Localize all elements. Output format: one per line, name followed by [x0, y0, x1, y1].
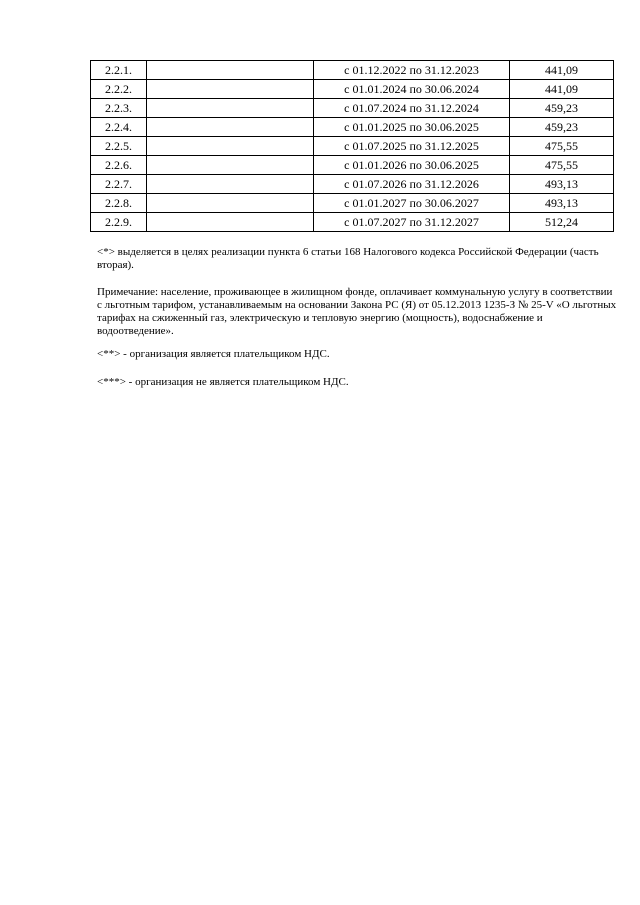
empty-cell — [147, 194, 314, 213]
remark-paragraph: Примечание: население, проживающее в жилищном фонде, оплачивает коммунальную услугу в соответствии с льготным тарифом, устанавливаемым на основании Закона РС (Я) от 05.12.2013 1235-З № 25-V «О льготных тарифах на сжиженный газ, электрическую и тепловую энергию (мощность), водоснабжение и водоотведение». — [97, 286, 617, 337]
period-cell: с 01.01.2025 по 30.06.2025 — [314, 118, 510, 137]
table-row — [91, 175, 614, 194]
row-number-cell: 2.2.4. — [91, 118, 147, 137]
tariff-value-cell: 441,09 — [510, 80, 614, 99]
tariff-value-cell: 441,09 — [510, 61, 614, 80]
table-row — [91, 80, 614, 99]
period-cell: с 01.01.2027 по 30.06.2027 — [314, 194, 510, 213]
tariff-table — [90, 60, 614, 232]
table-row — [91, 137, 614, 156]
table-row — [91, 99, 614, 118]
empty-cell — [147, 118, 314, 137]
row-number-cell: 2.2.7. — [91, 175, 147, 194]
notes-section — [97, 246, 617, 389]
footnote-non-vat-payer: <***> - организация не является плательщиком НДС. — [97, 376, 349, 388]
tariff-value-cell: 512,24 — [510, 213, 614, 232]
tariff-value-cell: 493,13 — [510, 175, 614, 194]
table-row — [91, 156, 614, 175]
tariff-value-cell: 493,13 — [510, 194, 614, 213]
footnote-vat-payer: <**> - организация является плательщиком НДС. — [97, 348, 330, 360]
empty-cell — [147, 61, 314, 80]
table-row — [91, 194, 614, 213]
row-number-cell: 2.2.8. — [91, 194, 147, 213]
empty-cell — [147, 80, 314, 99]
row-number-cell: 2.2.2. — [91, 80, 147, 99]
row-number-cell: 2.2.9. — [91, 213, 147, 232]
table-row — [91, 118, 614, 137]
row-number-cell: 2.2.1. — [91, 61, 147, 80]
tariff-value-cell: 459,23 — [510, 99, 614, 118]
tariff-value-cell: 459,23 — [510, 118, 614, 137]
empty-cell — [147, 175, 314, 194]
empty-cell — [147, 99, 314, 118]
table-row — [91, 61, 614, 80]
row-number-cell: 2.2.6. — [91, 156, 147, 175]
empty-cell — [147, 156, 314, 175]
empty-cell — [147, 213, 314, 232]
tariff-value-cell: 475,55 — [510, 137, 614, 156]
table-row — [91, 213, 614, 232]
period-cell: с 01.07.2024 по 31.12.2024 — [314, 99, 510, 118]
period-cell: с 01.07.2025 по 31.12.2025 — [314, 137, 510, 156]
footnote-star: <*> выделяется в целях реализации пункта 6 статьи 168 Налогового кодекса Российской Федерации (часть вторая). — [97, 246, 599, 271]
tariff-value-cell: 475,55 — [510, 156, 614, 175]
row-number-cell: 2.2.5. — [91, 137, 147, 156]
period-cell: с 01.07.2026 по 31.12.2026 — [314, 175, 510, 194]
empty-cell — [147, 137, 314, 156]
row-number-cell: 2.2.3. — [91, 99, 147, 118]
period-cell: с 01.01.2026 по 30.06.2025 — [314, 156, 510, 175]
period-cell: с 01.07.2027 по 31.12.2027 — [314, 213, 510, 232]
period-cell: с 01.12.2022 по 31.12.2023 — [314, 61, 510, 80]
period-cell: с 01.01.2024 по 30.06.2024 — [314, 80, 510, 99]
